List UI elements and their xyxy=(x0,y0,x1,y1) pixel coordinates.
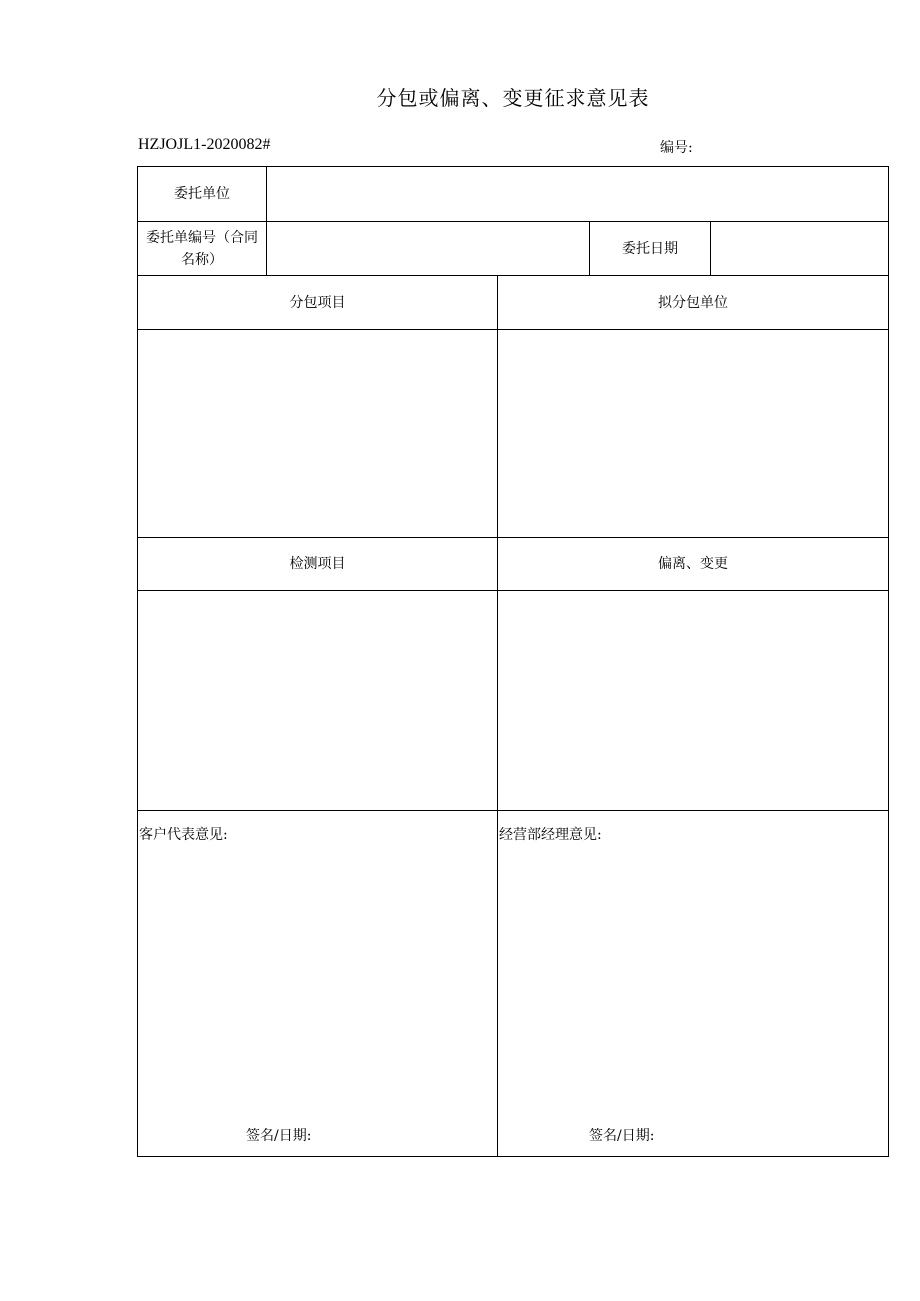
test-item-header: 检测项目 xyxy=(289,556,346,572)
order-date-label: 委托日期 xyxy=(622,240,678,257)
client-unit-label: 委托单位 xyxy=(174,186,230,202)
form-table xyxy=(137,166,889,1157)
proposed-subcontractor-field[interactable] xyxy=(498,330,888,537)
order-number-label xyxy=(138,222,266,275)
proposed-subcontractor-header: 拟分包单位 xyxy=(658,294,728,311)
manager-signature-date-label: 签名/日期: xyxy=(589,1128,655,1144)
page-title: 分包或偏离、变更征求意见表 xyxy=(376,86,650,110)
deviation-change-header: 偏离、变更 xyxy=(658,556,728,572)
number-label: 编号: xyxy=(660,140,693,156)
customer-opinion-label: 客户代表意见: xyxy=(139,827,228,843)
subcontract-item-field[interactable] xyxy=(138,330,497,537)
order-number-label-line1: 委托单编号（合同 xyxy=(146,229,258,246)
test-item-field[interactable] xyxy=(138,591,497,810)
customer-signature-date-label: 签名/日期: xyxy=(246,1128,312,1144)
deviation-change-field[interactable] xyxy=(498,591,888,810)
client-unit-field[interactable] xyxy=(267,167,888,221)
order-date-field[interactable] xyxy=(711,222,888,275)
order-number-label-line2: 名称） xyxy=(181,251,223,268)
document-code: HZJOJL1-2020082# xyxy=(138,136,271,153)
business-manager-opinion-label: 经营部经理意见: xyxy=(499,827,602,843)
row-divider xyxy=(138,810,888,811)
order-number-field[interactable] xyxy=(267,222,589,275)
subcontract-item-header: 分包项目 xyxy=(289,294,346,311)
